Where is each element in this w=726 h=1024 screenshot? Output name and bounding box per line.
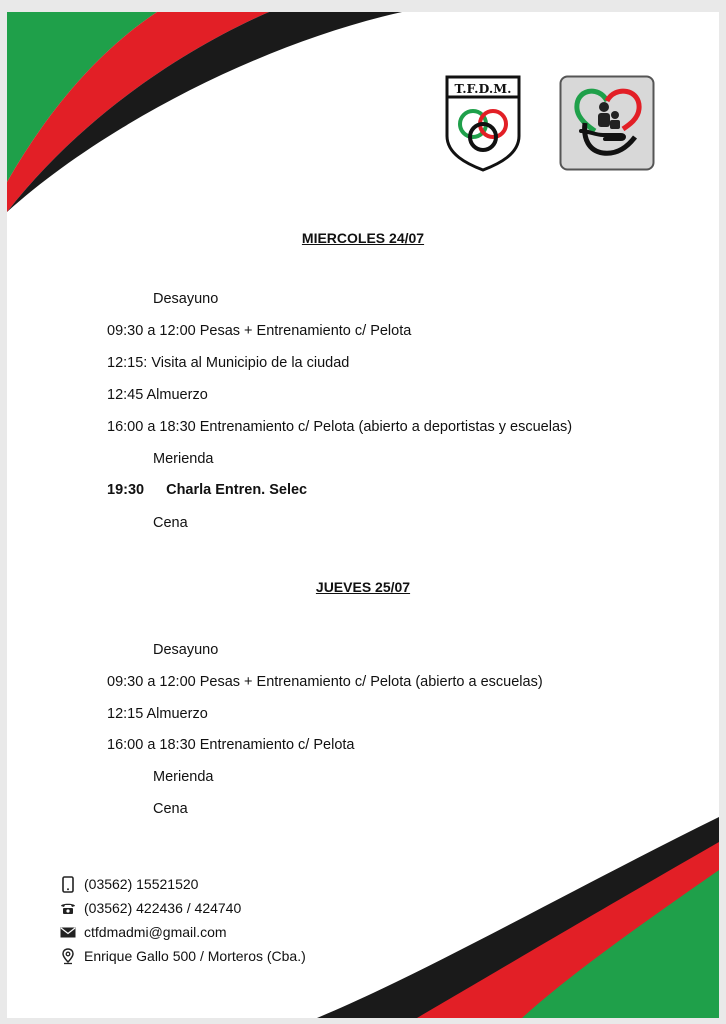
envelope-icon <box>59 924 77 940</box>
schedule-item: Desayuno <box>153 642 219 658</box>
schedule-item: 16:00 a 18:30 Entrenamiento c/ Pelota (abierto a deportistas y escuelas) <box>107 419 573 435</box>
contact-phone-text: (03562) 422436 / 424740 <box>84 900 242 916</box>
contact-email[interactable] <box>59 924 227 940</box>
schedule-item: 09:30 a 12:00 Pesas + Entrenamiento c/ Pelota (abierto a escuelas) <box>107 674 543 690</box>
document-page <box>7 12 719 1018</box>
schedule-time: 19:30 <box>107 482 145 498</box>
schedule-item: Cena <box>153 515 188 531</box>
schedule-item: Cena <box>153 801 188 817</box>
schedule-text: Charla Entren. Selec <box>166 482 308 498</box>
day-title-miercoles: MIERCOLES 24/07 <box>301 230 425 246</box>
contact-email-text[interactable]: ctfdmadmi@gmail.com <box>84 924 227 940</box>
mobile-phone-icon <box>59 876 77 892</box>
schedule-item: Merienda <box>153 451 214 467</box>
telephone-icon <box>59 900 77 916</box>
schedule-item: 12:45 Almuerzo <box>107 387 208 403</box>
schedule-item: 09:30 a 12:00 Pesas + Entrenamiento c/ Pelota <box>107 323 412 339</box>
schedule-item: Merienda <box>153 769 214 785</box>
tfdm-logo-text: T.F.D.M. <box>454 81 512 96</box>
day-title-jueves: JUEVES 25/07 <box>315 579 411 595</box>
contact-mobile <box>59 876 198 892</box>
location-pin-icon <box>59 948 77 964</box>
schedule-item: 12:15: Visita al Municipio de la ciudad <box>107 355 350 371</box>
schedule-item: 12:15 Almuerzo <box>107 706 208 722</box>
contact-address <box>59 948 306 964</box>
contact-phone <box>59 900 241 916</box>
heart-hands-logo <box>559 75 655 171</box>
contact-address-text: Enrique Gallo 500 / Morteros (Cba.) <box>84 948 306 964</box>
schedule-item: Desayuno <box>153 291 219 307</box>
schedule-item-highlight <box>107 482 307 498</box>
tfdm-shield-logo <box>444 74 522 172</box>
contact-mobile-text: (03562) 15521520 <box>84 876 199 892</box>
schedule-item: 16:00 a 18:30 Entrenamiento c/ Pelota <box>107 737 355 753</box>
